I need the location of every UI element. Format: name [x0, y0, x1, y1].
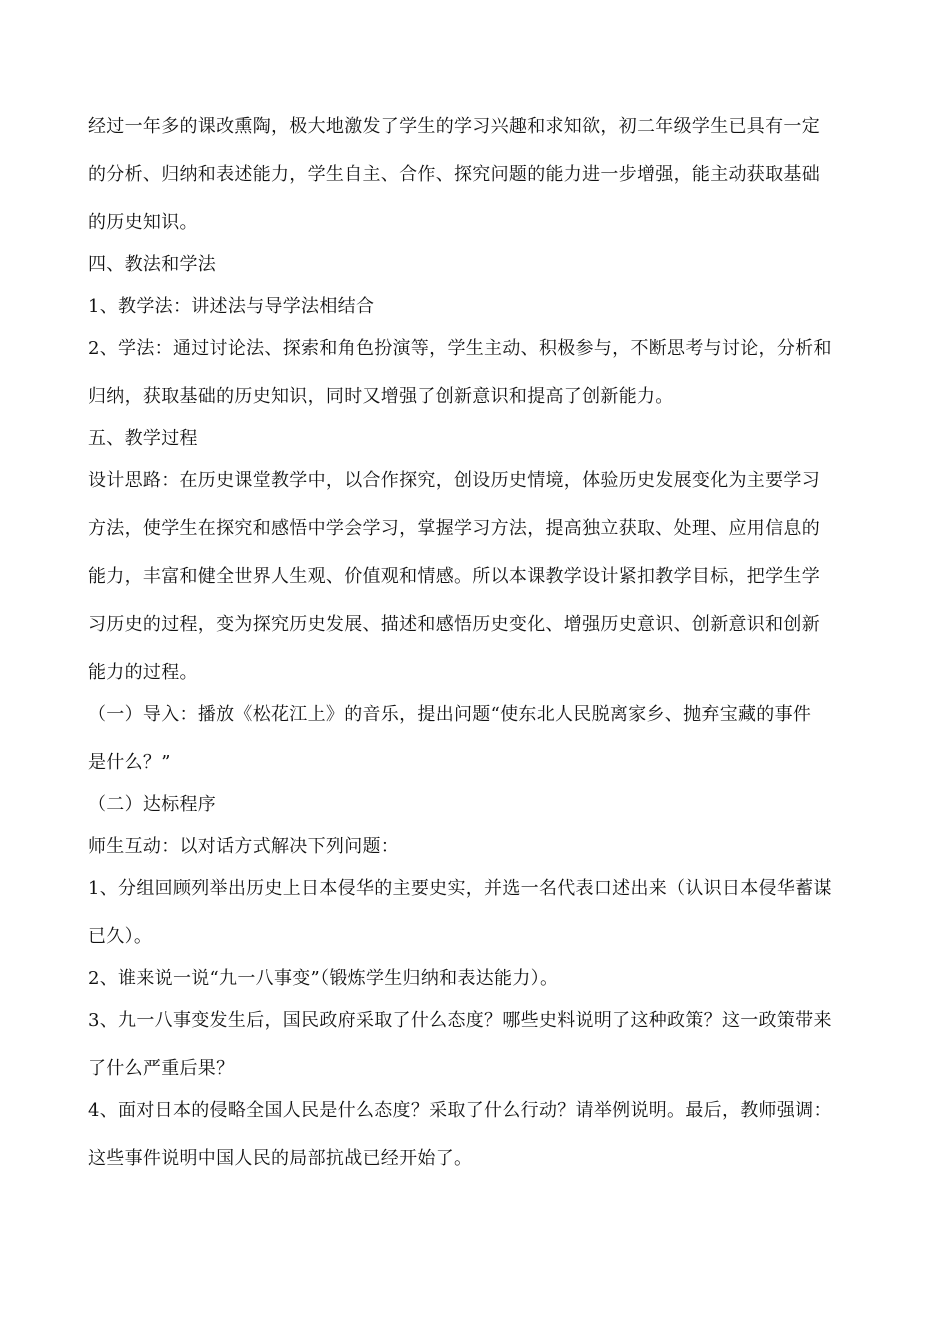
paragraph-line: 方法，使学生在探究和感悟中学会学习，掌握学习方法，提高独立获取、处理、应用信息的: [88, 518, 820, 539]
paragraph-line: 师生互动：以对话方式解决下列问题：: [88, 836, 400, 857]
section-heading: 五、教学过程: [88, 428, 198, 449]
paragraph-line: 设计思路：在历史课堂教学中，以合作探究，创设历史情境，体验历史发展变化为主要学习: [88, 470, 820, 491]
list-item: 1、分组回顾列举出历史上日本侵华的主要史实，并选一名代表口述出来（认识日本侵华蓄谋: [88, 878, 832, 899]
paragraph-line: （一）导入：播放《松花江上》的音乐，提出问题“使东北人民脱离家乡、抛弃宝藏的事件: [88, 704, 812, 725]
list-item: 2、谁来说一说“九一八事变”（锻炼学生归纳和表达能力）。: [88, 968, 559, 989]
paragraph-line: 2、学法：通过讨论法、探索和角色扮演等，学生主动、积极参与，不断思考与讨论，分析和: [88, 338, 832, 359]
paragraph-line: 是什么？”: [88, 752, 171, 773]
subsection-heading: （二）达标程序: [88, 794, 217, 815]
paragraph-line: 1、教学法：讲述法与导学法相结合: [88, 296, 375, 317]
paragraph-line: 的分析、归纳和表述能力，学生自主、合作、探究问题的能力进一步增强，能主动获取基础: [88, 164, 820, 185]
paragraph-line: 的历史知识。: [88, 212, 198, 233]
section-heading: 四、教法和学法: [88, 254, 217, 275]
list-item: 4、面对日本的侵略全国人民是什么态度？采取了什么行动？请举例说明。最后，教师强调：: [88, 1100, 832, 1121]
paragraph-line: 习历史的过程，变为探究历史发展、描述和感悟历史变化、增强历史意识、创新意识和创新: [88, 614, 820, 635]
list-item-continuation: 这些事件说明中国人民的局部抗战已经开始了。: [88, 1148, 473, 1169]
paragraph-line: 归纳，获取基础的历史知识，同时又增强了创新意识和提高了创新能力。: [88, 386, 674, 407]
paragraph-line: 经过一年多的课改熏陶，极大地激发了学生的学习兴趣和求知欲，初二年级学生已具有一定: [88, 116, 820, 137]
paragraph-line: 能力，丰富和健全世界人生观、价值观和情感。所以本课教学设计紧扣教学目标，把学生学: [88, 566, 820, 587]
list-item: 3、九一八事变发生后，国民政府采取了什么态度？哪些史料说明了这种政策？这一政策带来: [88, 1010, 832, 1031]
list-item-continuation: 了什么严重后果？: [88, 1058, 235, 1079]
list-item-continuation: 已久）。: [88, 926, 153, 947]
document-page: [88, 118, 864, 1168]
paragraph-line: 能力的过程。: [88, 662, 198, 683]
